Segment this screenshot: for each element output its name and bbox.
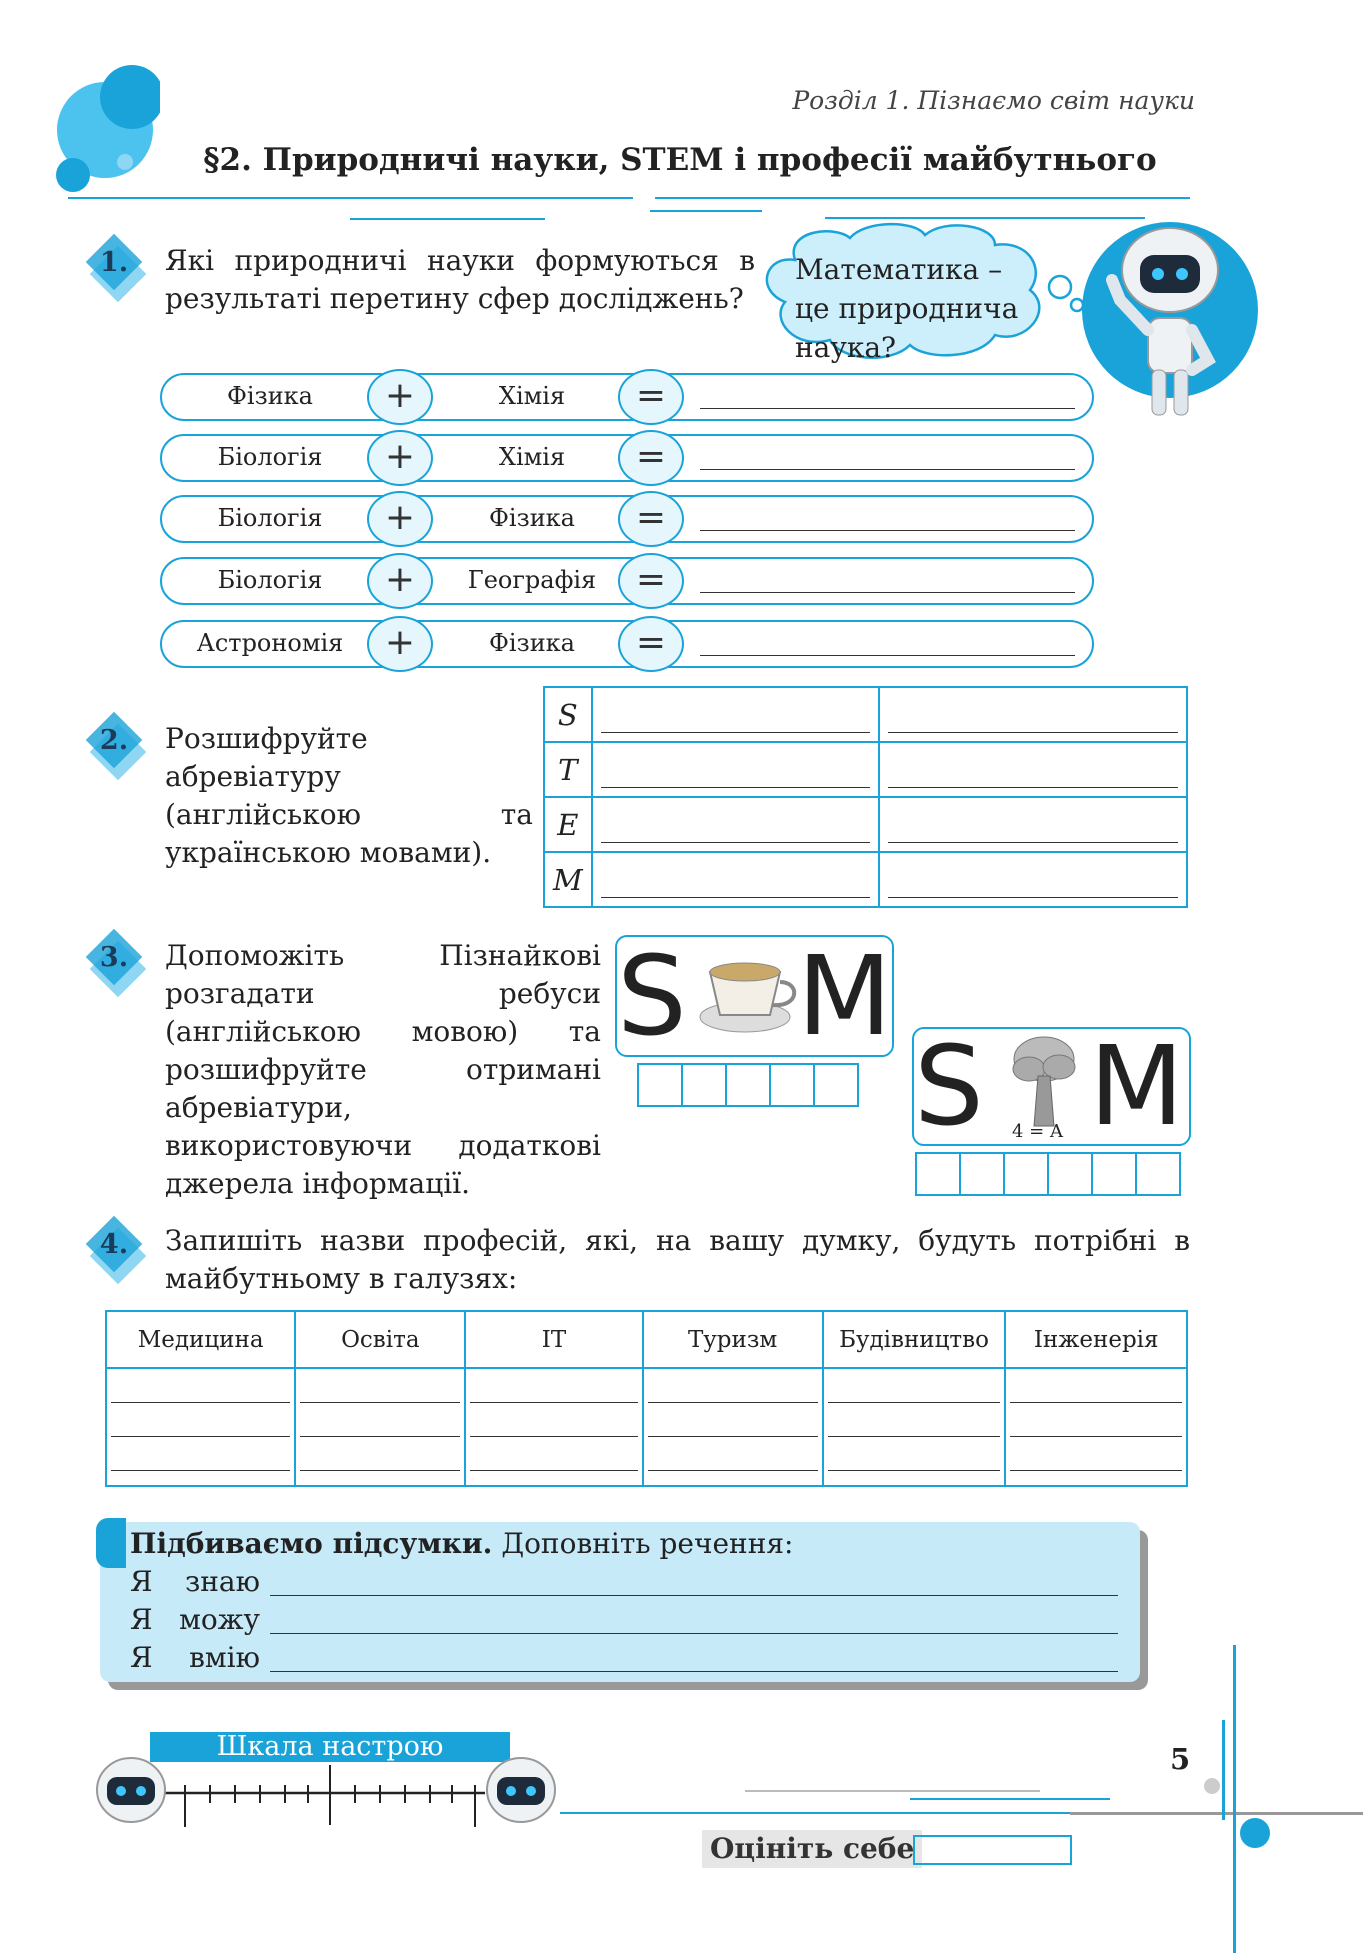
decorative-bubbles <box>40 60 160 200</box>
profession-column-header: Інженерія <box>1005 1311 1187 1368</box>
robot-face-left <box>95 1755 167 1825</box>
stem-row <box>544 852 1187 907</box>
summary-line-label: Я вмію <box>130 1641 260 1674</box>
profession-answer-cell[interactable] <box>1005 1368 1187 1486</box>
divider <box>1070 1812 1363 1815</box>
decorative-dot <box>1240 1818 1270 1848</box>
equation-right-science: Географія <box>467 566 597 594</box>
summary-title: Підбиваємо підсумки. <box>130 1527 493 1560</box>
profession-answer-cell[interactable] <box>823 1368 1006 1486</box>
profession-column-header: Освіта <box>295 1311 465 1368</box>
equation-answer-field[interactable] <box>700 572 1075 593</box>
stem-table <box>543 686 1188 908</box>
page-number: 5 <box>1170 1742 1191 1776</box>
plus-sign: + <box>367 430 433 486</box>
equation-right-science: Фізика <box>489 629 575 657</box>
plus-sign: + <box>367 491 433 547</box>
summary-instruction: Доповніть речення: <box>501 1527 794 1560</box>
profession-answer-cell[interactable] <box>295 1368 465 1486</box>
decorative-dot <box>1204 1778 1220 1794</box>
task-4-number: 4. <box>92 1222 136 1266</box>
plus-sign: + <box>367 553 433 609</box>
plus-sign: + <box>367 616 433 672</box>
divider <box>910 1798 1110 1800</box>
rebus-2-letter-left: S <box>914 1022 984 1150</box>
task-1-text: Які природничі науки формуються в результаті перетину сфер досліджень? <box>165 244 755 315</box>
task-3-number: 3. <box>92 935 136 979</box>
thought-bubble-text: Математика – це природнича наука? <box>795 253 1019 364</box>
rebus-1 <box>615 932 894 1060</box>
task-2-number: 2. <box>92 718 136 762</box>
divider <box>560 1812 1120 1814</box>
stem-english-field[interactable] <box>592 742 880 797</box>
robot-illustration <box>1080 210 1265 425</box>
rebus-2-hint: 4 = A <box>1012 1121 1063 1142</box>
profession-column-header: Медицина <box>106 1311 295 1368</box>
tree-icon <box>1004 1031 1084 1131</box>
task-1-number: 1. <box>92 240 136 284</box>
summary-line-field[interactable] <box>270 1569 1118 1596</box>
equation-left-science: Біологія <box>217 504 323 532</box>
profession-answer-cell[interactable] <box>465 1368 642 1486</box>
divider <box>650 210 762 212</box>
equation-left-science: Фізика <box>227 382 313 410</box>
summary-line-field[interactable] <box>270 1607 1118 1634</box>
equation-answer-field[interactable] <box>700 449 1075 470</box>
equation-left-science: Астрономія <box>196 629 344 657</box>
plus-sign: + <box>367 369 433 425</box>
equals-sign: = <box>618 430 684 486</box>
stem-letter: E <box>544 797 592 852</box>
rate-yourself-label: Оцініть себе <box>702 1830 922 1868</box>
profession-column-header: Будівництво <box>823 1311 1006 1368</box>
rebus-2 <box>912 1022 1191 1150</box>
equation-answer-field[interactable] <box>700 388 1075 409</box>
robot-face-right <box>485 1755 557 1825</box>
stem-letter: T <box>544 742 592 797</box>
stem-english-field[interactable] <box>592 687 880 742</box>
equation-answer-field[interactable] <box>700 635 1075 656</box>
equation-right-science: Хімія <box>498 382 566 410</box>
profession-answer-cell[interactable] <box>643 1368 823 1486</box>
stem-ukrainian-field[interactable] <box>879 852 1187 907</box>
divider <box>1222 1720 1225 1820</box>
stem-row <box>544 797 1187 852</box>
profession-column-header: IT <box>465 1311 642 1368</box>
equals-sign: = <box>618 491 684 547</box>
equals-sign: = <box>618 369 684 425</box>
divider <box>745 1790 1040 1792</box>
divider <box>68 197 633 199</box>
summary-line-label: Я можу <box>130 1603 260 1636</box>
professions-table <box>105 1310 1188 1487</box>
equation-right-science: Фізика <box>489 504 575 532</box>
teacup-icon <box>695 947 805 1047</box>
stem-ukrainian-field[interactable] <box>879 797 1187 852</box>
stem-ukrainian-field[interactable] <box>879 687 1187 742</box>
summary-line-label: Я знаю <box>130 1565 260 1598</box>
mood-scale-label: Шкала настрою <box>150 1732 510 1762</box>
rebus-2-answer-cells <box>915 1152 1179 1200</box>
divider <box>655 197 1190 199</box>
profession-answer-cell[interactable] <box>106 1368 295 1486</box>
page-title: §2. Природничі науки, STEM і професії майбутнього <box>203 142 1157 178</box>
stem-row <box>544 742 1187 797</box>
divider <box>350 218 545 220</box>
rebus-1-letter-left: S <box>617 932 687 1060</box>
divider <box>1233 1645 1236 1953</box>
task-3-text: Допоможіть Пізнайкові розгадати ребуси (англійською мовою) та розшифруйте отримані абревіатури, використовуючи додаткові джерела інформації. <box>165 939 601 1200</box>
equation-left-science: Біологія <box>217 566 323 594</box>
stem-row <box>544 687 1187 742</box>
rebus-2-letter-right: M <box>1089 1022 1184 1150</box>
equals-sign: = <box>618 616 684 672</box>
summary-tab <box>96 1518 126 1568</box>
summary-heading <box>130 1525 793 1563</box>
profession-column-header: Туризм <box>643 1311 823 1368</box>
rate-yourself-field[interactable] <box>913 1835 1072 1865</box>
task-4-text: Запишіть назви професій, які, на вашу думку, будуть потрібні в майбутньому в галузях: <box>165 1224 1190 1295</box>
stem-ukrainian-field[interactable] <box>879 742 1187 797</box>
equation-right-science: Хімія <box>498 443 566 471</box>
equation-left-science: Біологія <box>217 443 323 471</box>
task-2-text: Розшифруйте абревіатуру (англійською та українською мовами). <box>165 722 533 869</box>
stem-english-field[interactable] <box>592 852 880 907</box>
stem-letter: S <box>544 687 592 742</box>
rebus-1-letter-right: M <box>797 932 892 1060</box>
stem-english-field[interactable] <box>592 797 880 852</box>
summary-line-field[interactable] <box>270 1645 1118 1672</box>
chapter-header: Розділ 1. Пізнаємо світ науки <box>792 86 1195 115</box>
stem-letter: M <box>544 852 592 907</box>
equals-sign: = <box>618 553 684 609</box>
equation-answer-field[interactable] <box>700 510 1075 531</box>
rebus-1-answer-cells <box>637 1063 857 1111</box>
